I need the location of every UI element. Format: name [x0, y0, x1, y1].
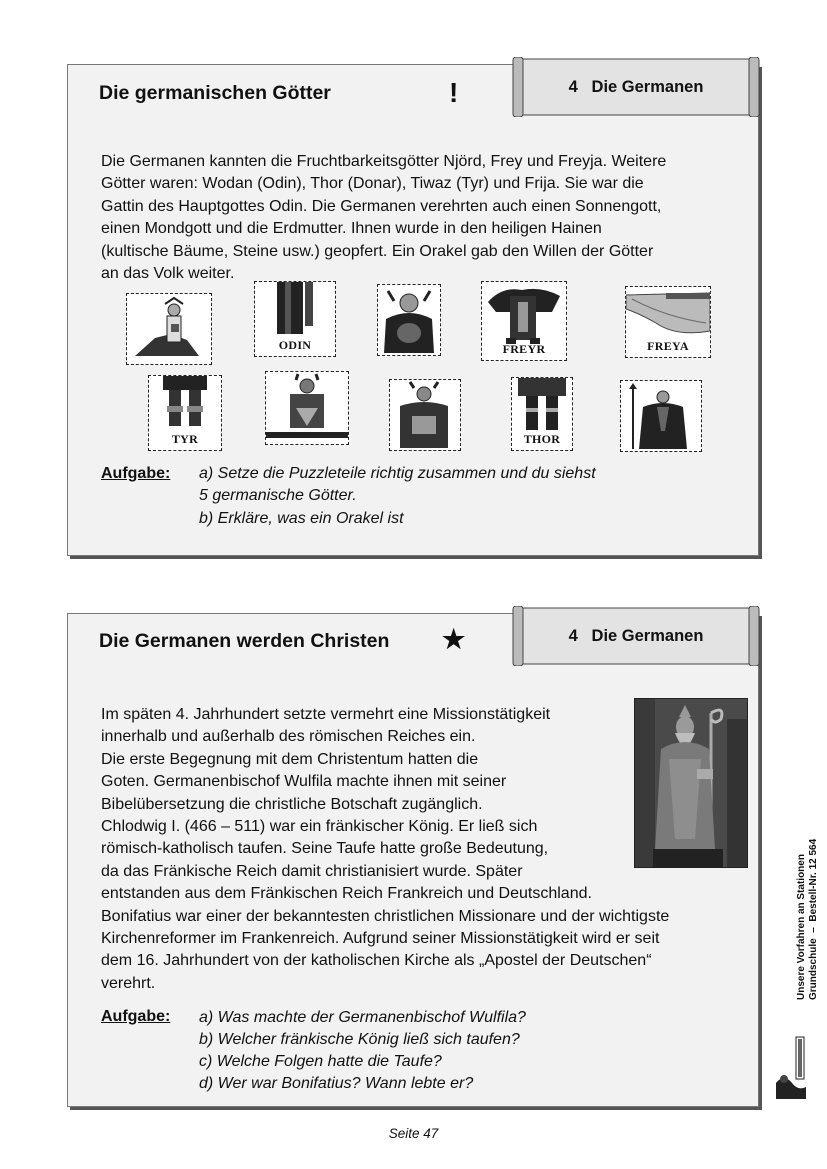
task-item-b: b) Welcher fränkische König ließ sich taufen?: [199, 1031, 520, 1048]
text-line: Kirchenreformer im Frankenreich. Aufgrund seiner Missionstätigkeit wird er seit: [101, 930, 660, 948]
order-number: Grundschule – Bestell-Nr. 12 564: [807, 838, 819, 1000]
puzzle-piece-freya[interactable]: [625, 286, 711, 358]
text-line: römisch-katholisch taufen. Seine Taufe hatte große Bedeutung,: [101, 840, 549, 858]
chapter-label: 4 Die Germanen: [568, 78, 704, 96]
text-line: da das Fränkische Reich damit christianisiert wurde. Später: [101, 862, 523, 880]
text-line: Bonifatius war einer der bekanntesten christlichen Missionare und der wichtigste: [101, 907, 670, 925]
text-line: Goten. Germanenbischof Wulfila machte ihnen mit seiner: [101, 773, 507, 791]
puzzle-piece-10[interactable]: [620, 380, 702, 452]
task-label-christians: Aufgabe:: [101, 1008, 171, 1025]
chapter-banner-1: [511, 57, 761, 117]
text-line: dem 16. Jahrhundert von der katholischen Kirche als „Apostel der Deutschen“: [101, 952, 652, 970]
text-line: Bibelübersetzung die christliche Botschaft zugänglich.: [101, 795, 483, 813]
piece-label: ODIN: [278, 338, 312, 352]
text-line: verehrt.: [101, 974, 156, 992]
page-number: Seite 47: [388, 1126, 439, 1141]
task-item-b: b) Erkläre, was ein Orakel ist: [199, 510, 404, 527]
text-line: einen Mondgott und die Erdmutter. Ihnen wurde in den heiligen Hainen: [101, 220, 602, 238]
text-line: innerhalb und außerhalb des römischen Reiches ein.: [101, 728, 476, 746]
puzzle-piece-3[interactable]: [377, 284, 441, 356]
task-item-d: d) Wer war Bonifatius? Wann lebte er?: [199, 1075, 474, 1092]
task-item-a: a) Was machte der Germanenbischof Wulfila?: [199, 1009, 526, 1026]
card-title-christians: Die Germanen werden Christen: [99, 630, 390, 652]
publication-info: [796, 839, 819, 1000]
exclamation-icon: !: [449, 77, 459, 108]
puzzle-piece-7[interactable]: [265, 371, 349, 445]
piece-label: FREYA: [647, 339, 689, 353]
text-line: Chlodwig I. (466 – 511) war ein fränkischer König. Er ließ sich: [101, 818, 538, 836]
piece-label: THOR: [523, 432, 561, 446]
puzzle-piece-1[interactable]: [126, 293, 212, 365]
god-figure-icon: [378, 285, 440, 355]
task-item-c: c) Welche Folgen hatte die Taufe?: [199, 1053, 442, 1070]
puzzle-piece-tyr[interactable]: [148, 375, 222, 451]
kohl-verlag-logo-icon: [770, 1033, 810, 1103]
star-icon: ★: [442, 624, 466, 654]
god-figure-icon: [621, 381, 701, 451]
task-item-a: a) Setze die Puzzleteile richtig zusammen und du siehst: [199, 465, 596, 482]
puzzle-piece-thor[interactable]: [511, 377, 573, 451]
task-label-gods: Aufgabe:: [101, 465, 171, 482]
text-line: Gattin des Hauptgottes Odin. Die Germanen verehrten auch einen Sonnengott,: [101, 197, 662, 215]
intro-text-gods: [101, 151, 751, 285]
text-line: an das Volk weiter.: [101, 265, 235, 283]
card-title-gods: Die germanischen Götter: [99, 82, 331, 104]
text-line: Götter waren: Wodan (Odin), Thor (Donar), Tiwaz (Tyr) und Frija. Sie war die: [101, 175, 644, 193]
god-figure-icon: [390, 380, 460, 450]
text-line: (kultische Bäume, Steine usw.) geopfert. Ein Orakel gab den Willen der Götter: [101, 242, 654, 260]
god-figure-icon: [266, 372, 348, 444]
text-line: Die Germanen kannten die Fruchtbarkeitsgötter Njörd, Frey und Freyja. Weitere: [101, 153, 667, 170]
piece-label: FREYR: [502, 342, 546, 356]
puzzle-piece-freyr[interactable]: [481, 281, 567, 361]
piece-label: TYR: [171, 432, 199, 446]
station-card-gods: [67, 64, 759, 556]
text-line: Im späten 4. Jahrhundert setzte vermehrt eine Missionstätigkeit: [101, 706, 551, 723]
bishop-statue-icon: [635, 699, 747, 867]
publisher-logo: [770, 1033, 810, 1103]
text-line: entstanden aus dem Fränkischen Reich Frankreich und Deutschland.: [101, 885, 592, 903]
series-title: Unsere Vorfahren an Stationen: [796, 854, 807, 1000]
chapter-banner-2: [511, 606, 761, 666]
god-figure-icon: [127, 294, 211, 364]
puzzle-piece-8[interactable]: [389, 379, 461, 451]
station-card-christians: [67, 613, 759, 1107]
puzzle-piece-odin[interactable]: [254, 281, 336, 357]
chapter-label: 4 Die Germanen: [568, 627, 704, 645]
statue-photo: [634, 698, 748, 868]
text-line: Die erste Begegnung mit dem Christentum hatten die: [101, 750, 479, 768]
task-item-a-cont: 5 germanische Götter.: [199, 487, 357, 504]
